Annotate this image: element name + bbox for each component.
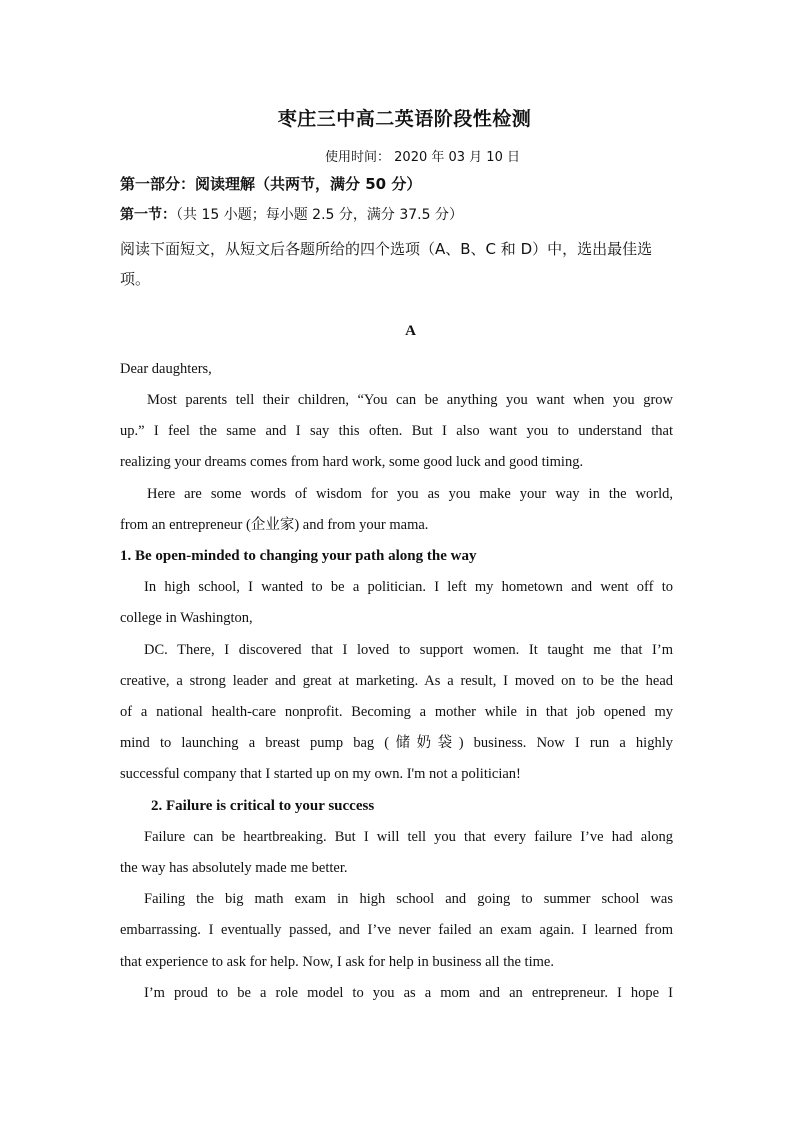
section1-heading [120, 202, 463, 228]
section-heading-2: 2. Failure is critical to your success [151, 798, 375, 814]
passage-line: I’m proud to be a role model to you as a mom and an entrepreneur. I hope I [144, 985, 673, 1001]
instructions [120, 234, 676, 294]
passage-line: Here are some words of wisdom for you as you make your way in the world, [147, 486, 673, 502]
passage-line: the way has absolutely made me better. [120, 860, 348, 876]
part1-heading: 第一部分：阅读理解（共两节，满分 50 分） [120, 175, 422, 193]
passage-line: that experience to ask for help. Now, I ask for help in business all the time. [120, 954, 554, 970]
passage-line: from an entrepreneur (企业家) and from your mama. [120, 517, 429, 533]
passage-line: up.” I feel the same and I say this often. But I also want you to understand that [120, 423, 673, 439]
passage-label: A [405, 323, 416, 339]
passage-line: DC. There, I discovered that I loved to support women. It taught me that I’m [144, 642, 673, 658]
instructions-line-1: 阅读下面短文，从短文后各题所给的四个选项（A、B、C 和 D）中，选出最佳选 [120, 240, 653, 258]
passage-line: In high school, I wanted to be a politician. I left my hometown and went off to [144, 579, 673, 595]
passage-line: Most parents tell their children, “You can be anything you want when you grow [147, 392, 673, 408]
instructions-line-2: 项。 [120, 270, 151, 288]
section1-info: （共 15 小题；每小题 2.5 分，满分 37.5 分） [176, 207, 463, 223]
passage-line: college in Washington, [120, 610, 253, 626]
exam-date: 使用时间： 2020 年 03 月 10 日 [325, 150, 520, 165]
section-heading-1: 1. Be open-minded to changing your path along the way [120, 548, 477, 564]
section1-label: 第一节： [120, 207, 176, 223]
exam-title: 枣庄三中高二英语阶段性检测 [277, 108, 532, 130]
passage-line: embarrassing. I eventually passed, and I’ve never failed an exam again. I learned from [120, 922, 673, 938]
salutation: Dear daughters, [120, 361, 212, 377]
passage-line: of a national health-care nonprofit. Becoming a mother while in that job opened my [120, 704, 673, 720]
passage-line: Failing the big math exam in high school and going to summer school was [144, 891, 673, 907]
passage-line: Failure can be heartbreaking. But I will tell you that every failure I’ve had along [144, 829, 673, 845]
passage-line: realizing your dreams comes from hard work, some good luck and good timing. [120, 454, 584, 470]
passage-line: mind to launching a breast pump bag (储奶袋) business. Now I run a highly [120, 735, 673, 751]
passage-line: creative, a strong leader and great at marketing. As a result, I moved on to be the head [120, 673, 673, 689]
passage-line: successful company that I started up on my own. I'm not a politician! [120, 766, 521, 782]
